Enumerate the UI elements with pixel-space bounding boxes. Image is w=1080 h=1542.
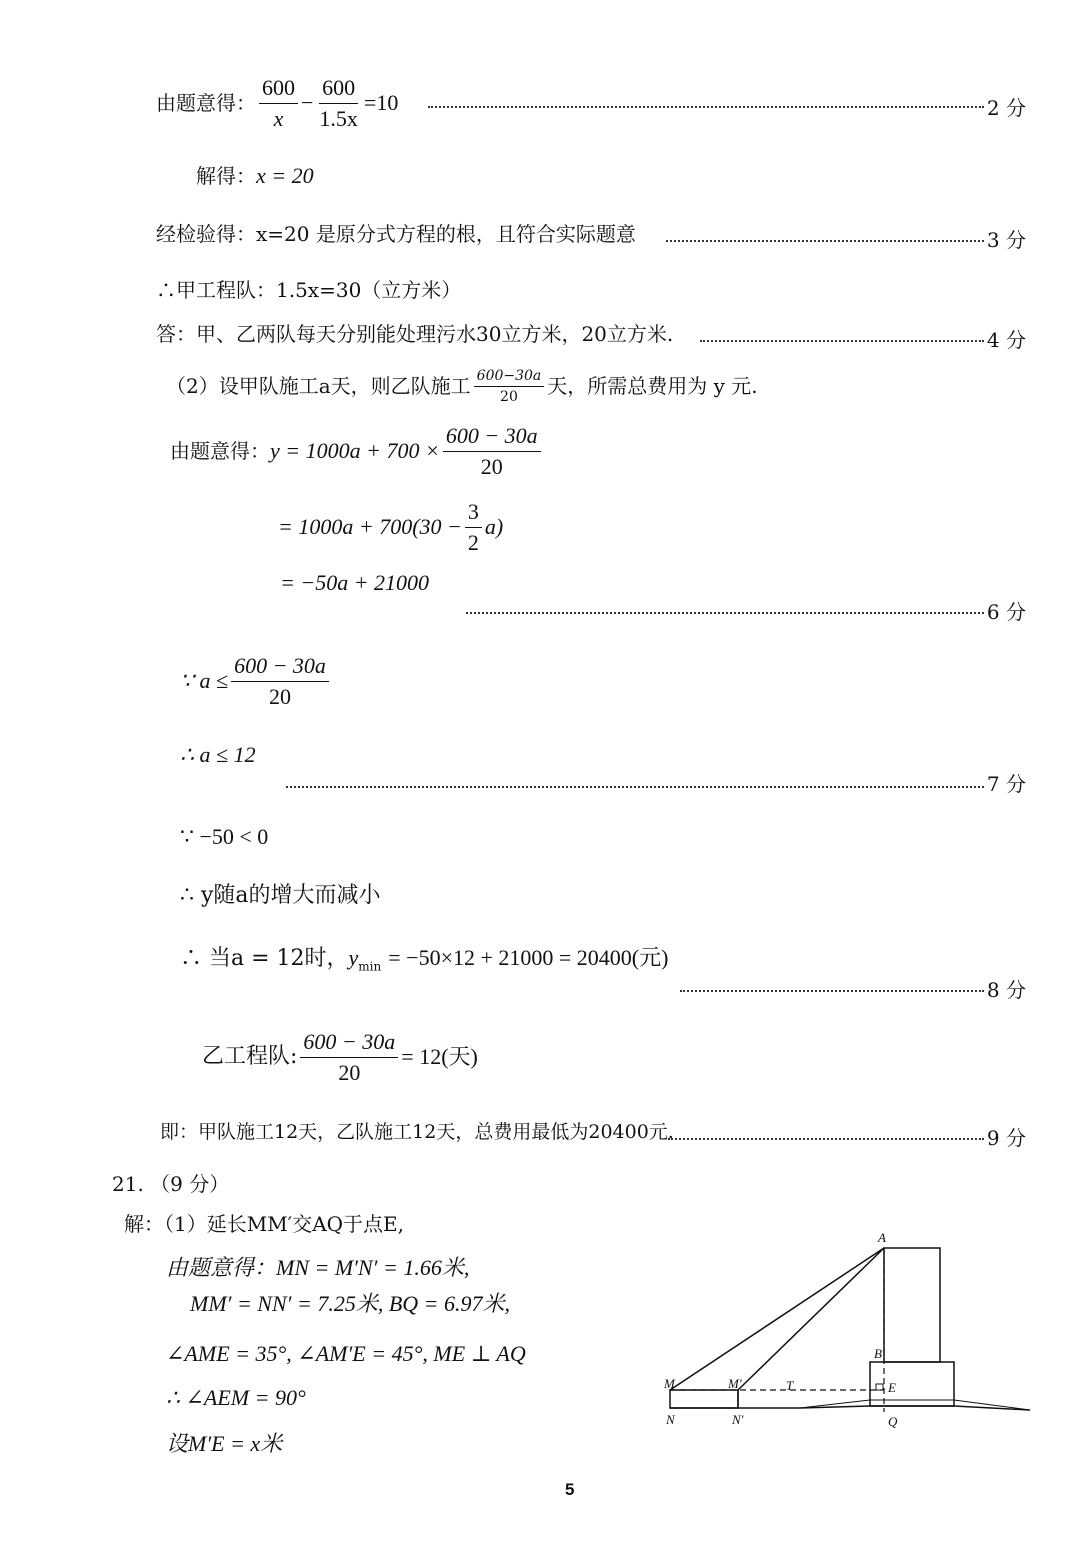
label-e: E [888, 1380, 896, 1395]
line-cost-simplified: = −50a + 21000 [280, 570, 430, 595]
line-verify: 经检验得：x=20 是原分式方程的根，且符合实际题意 [156, 222, 636, 246]
question-21-solution: 解：（1）延长MM′交AQ于点E, [124, 1212, 405, 1236]
line-solve [196, 164, 314, 188]
fraction-three-halves [465, 499, 482, 556]
solve-label: 解得： [196, 164, 256, 188]
score-3: 3 分 [986, 228, 1026, 252]
line-minimum [180, 946, 668, 978]
question-21-given-2: MM′ = NN′ = 7.25米, BQ = 6.97米, [190, 1291, 510, 1316]
label-q: Q [888, 1414, 898, 1429]
page-number: 5 [565, 1480, 575, 1499]
question-21-right-angle: ∴ ∠AEM = 90° [166, 1385, 306, 1410]
fraction-numerator: 600 − 30a [231, 653, 329, 682]
right-angle-marker [876, 1384, 883, 1390]
label-n-prime: N′ [732, 1412, 744, 1427]
pole-mn [670, 1390, 738, 1408]
score-9: 9 分 [986, 1126, 1026, 1150]
geometry-figure [660, 1200, 1040, 1440]
fraction-numerator: 600 [259, 75, 298, 104]
score-leader-dots [668, 1138, 984, 1140]
expand-expression-end: a) [484, 514, 504, 539]
label-a: A [878, 1230, 886, 1245]
fraction-numerator: 600 − 30a [443, 423, 541, 452]
question-21-given-1: 由题意得：MN = M′N′ = 1.66米, [166, 1255, 470, 1280]
constraint-expression: ∵ a ≤ [180, 668, 229, 693]
expand-expression: = 1000a + 700(30 − [278, 514, 462, 539]
score-leader-dots [700, 340, 984, 342]
y-variable: y [348, 945, 359, 970]
solve-equation: x = 20 [256, 163, 314, 188]
score-4: 4 分 [986, 328, 1026, 352]
score-leader-dots [680, 990, 984, 992]
fraction-denominator: x [273, 105, 284, 131]
line-prefix: 由题意得： [156, 91, 256, 115]
fraction-constraint [231, 653, 329, 710]
line-setup-equation [156, 70, 398, 136]
cost-equation: y = 1000a + 700 × [270, 438, 440, 463]
label-m-prime: M′ [728, 1376, 742, 1391]
sight-line-m-a [670, 1248, 884, 1390]
fraction-numerator: 600 − 30a [300, 1029, 398, 1058]
question-21-let-x: 设M′E = x米 [166, 1431, 283, 1456]
fraction-numerator: 600−30a [474, 368, 545, 387]
line-decreasing: ∴ y随a的增大而减小 [180, 883, 381, 908]
minimum-condition: ∴ 当a = 12时， [180, 946, 349, 971]
line-cost-equation [170, 418, 544, 484]
fraction-denominator: 20 [480, 453, 503, 479]
building-upper [884, 1248, 940, 1362]
fraction-600-over-x [259, 75, 298, 132]
equation-rhs: =10 [363, 90, 399, 115]
fraction-600-over-1-5x [316, 75, 361, 132]
part-2-text-end: 天，所需总费用为 y 元. [547, 374, 758, 398]
question-21-header: 21. （9 分） [112, 1172, 230, 1196]
line-conclusion: 即：甲队施工12天，乙队施工12天，总费用最低为20400元. [160, 1121, 674, 1143]
score-leader-dots [286, 786, 984, 788]
line-cost-expand [278, 494, 503, 560]
line-prefix: 由题意得： [170, 439, 270, 463]
team-b-result: = 12(天) [401, 1044, 478, 1069]
label-m: M [664, 1376, 675, 1391]
part-2-text: （2）设甲队施工a天，则乙队施工 [166, 374, 471, 398]
minimum-value: = −50×12 + 21000 = 20400(元) [388, 945, 669, 970]
fraction-days [300, 1029, 398, 1086]
score-7: 7 分 [986, 772, 1026, 796]
score-6: 6 分 [986, 600, 1026, 624]
line-slope-negative: ∵ −50 < 0 [180, 824, 269, 849]
question-21-angles: ∠AME = 35°, ∠AM′E = 45°, ME ⊥ AQ [166, 1341, 526, 1366]
fraction-numerator: 3 [465, 499, 482, 528]
min-subscript: min [358, 959, 382, 974]
score-leader-dots [666, 240, 984, 242]
minus-sign: − [301, 90, 314, 115]
label-b: B [874, 1346, 882, 1361]
label-t: T [786, 1378, 794, 1393]
fraction-denominator: 2 [467, 529, 479, 555]
team-b-label: 乙工程队: [202, 1044, 298, 1069]
fraction-denominator: 20 [269, 683, 291, 709]
fraction-denominator: 20 [338, 1059, 361, 1085]
line-team-b-days [202, 1024, 478, 1090]
score-leader-dots [428, 106, 984, 108]
line-a-bound: ∴ a ≤ 12 [180, 742, 256, 767]
score-leader-dots [466, 612, 984, 614]
line-constraint [180, 648, 332, 714]
line-part-2-setup [166, 362, 758, 410]
fraction-numerator: 600 [319, 75, 358, 104]
score-8: 8 分 [986, 978, 1026, 1002]
score-2: 2 分 [986, 96, 1026, 120]
fraction-inline [474, 368, 545, 405]
fraction-denominator: 1.5x [319, 105, 358, 131]
line-team-a: ∴甲工程队：1.5x=30（立方米） [156, 278, 462, 302]
label-n: N [666, 1412, 675, 1427]
sight-line-m2-a [738, 1248, 884, 1390]
fraction-denominator: 20 [500, 388, 518, 405]
line-answer-1: 答：甲、乙两队每天分别能处理污水30立方米，20立方米. [156, 322, 674, 346]
fraction-cost [443, 423, 541, 480]
